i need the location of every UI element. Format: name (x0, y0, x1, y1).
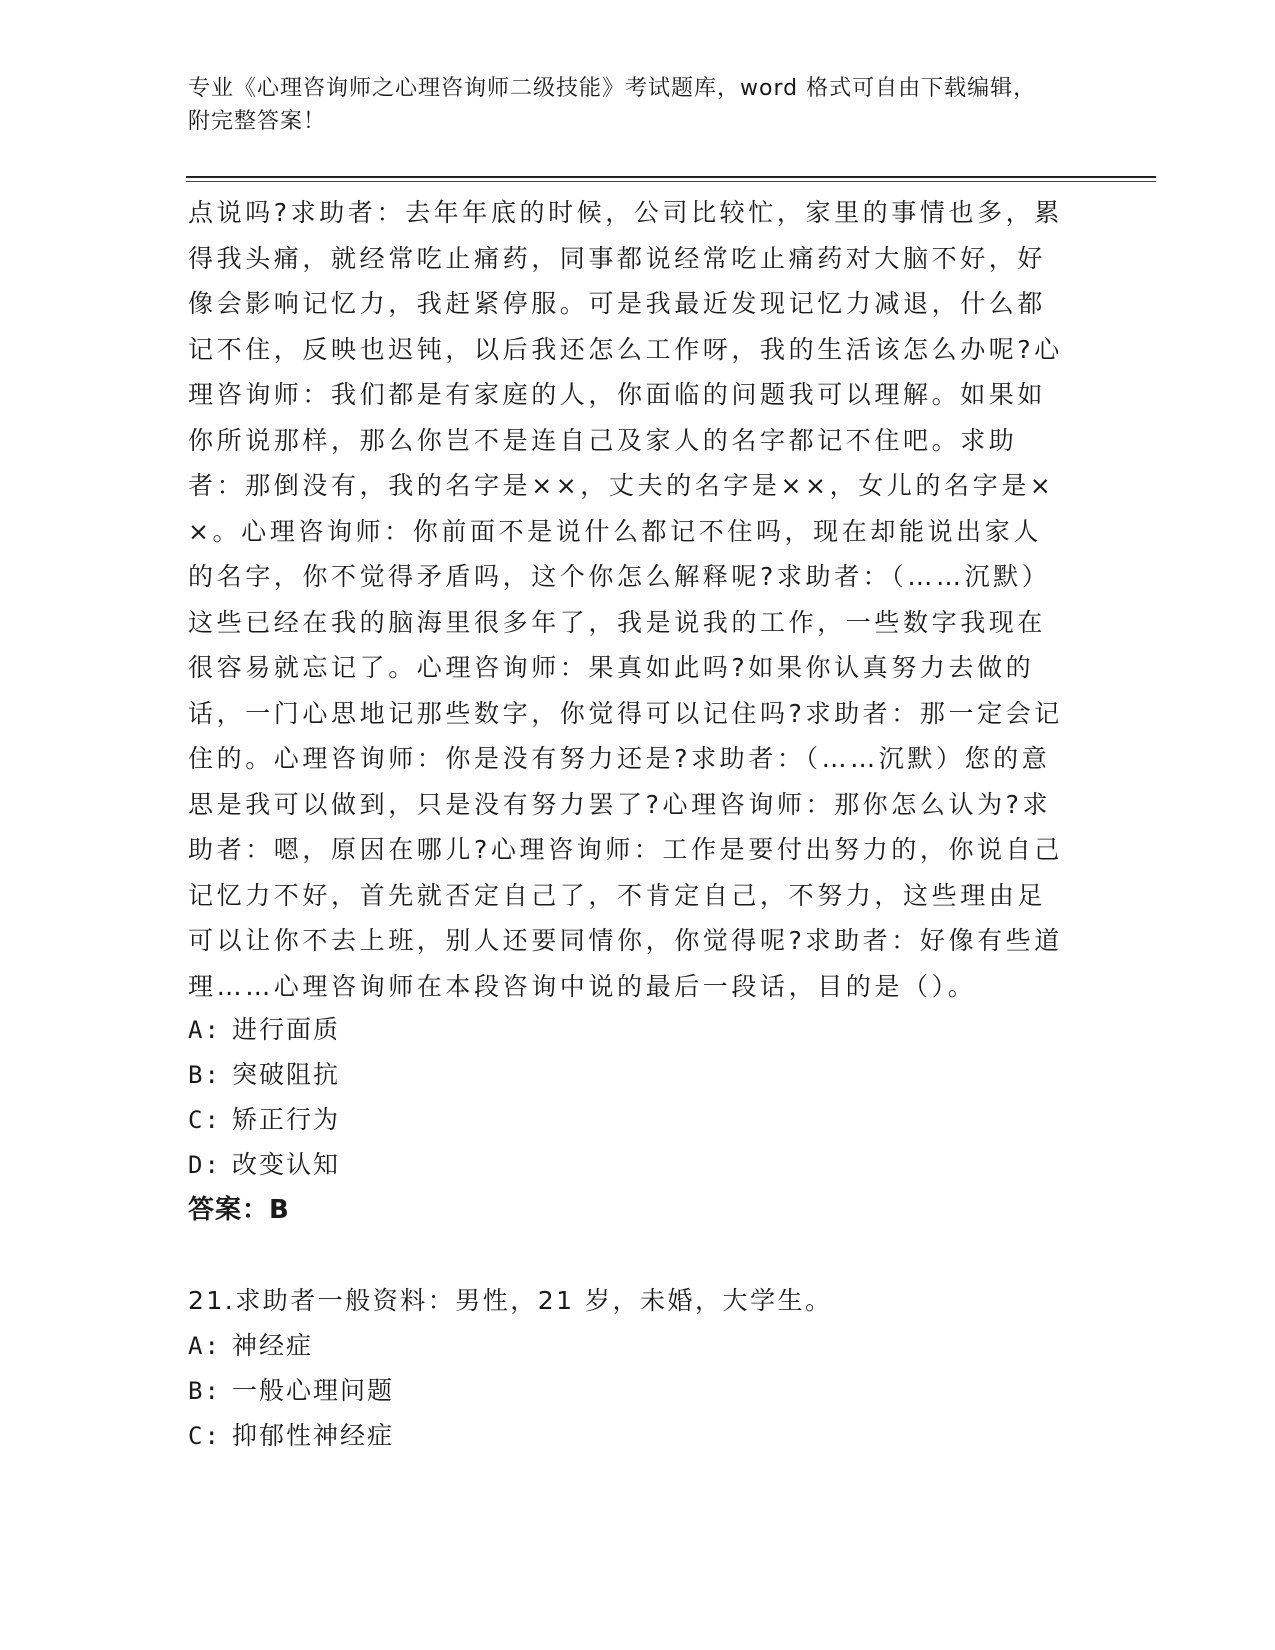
option-text: 突破阻抗 (232, 1060, 341, 1089)
q20-option-d (188, 1142, 340, 1188)
q20-option-c (188, 1097, 340, 1143)
header-divider-thick (186, 176, 1156, 178)
option-key: B: (188, 1061, 221, 1089)
header-divider-thin (186, 181, 1156, 182)
question-20-text: 点说吗?求助者：去年年底的时候，公司比较忙，家里的事情也多，累得我头痛，就经常吃止痛药，同事都说经常吃止痛药对大脑不好，好像会影响记忆力，我赶紧停服。可是我最近发现记忆力减退，什么都记不住，反映也迟钝，以后我还怎么工作呀，我的生活该怎么办呢?心理咨询师：我们都是有家庭的人，你面临的问题我可以理解。如果如你所说那样，那么你岂不是连自己及家人的名字都记不住吧。求助者：那倒没有，我的名字是××，丈夫的名字是××，女儿的名字是××。心理咨询师：你前面不是说什么都记不住吗，现在却能说出家人的名字，你不觉得矛盾吗，这个你怎么解释呢?求助者：（……沉默）这些已经在我的脑海里很多年了，我是说我的工作，一些数字我现在很容易就忘记了。心理咨询师：果真如此吗?如果你认真努力去做的话，一门心思地记那些数字，你觉得可以记住吗?求助者：那一定会记住的。心理咨询师：你是没有努力还是?求助者：（……沉默）您的意思是我可以做到，只是没有努力罢了?心理咨询师：那你怎么认为?求助者：嗯，原因在哪儿?心理咨询师：工作是要付出努力的，你说自己记忆力不好，首先就否定自己了，不肯定自己，不努力，这些理由足可以让你不去上班，别人还要同情你，你觉得呢?求助者：好像有些道理……心理咨询师在本段咨询中说的最后一段话，目的是（）。 (188, 198, 1063, 1001)
option-text: 矫正行为 (232, 1105, 341, 1134)
option-text: 改变认知 (232, 1150, 341, 1179)
option-text: 神经症 (232, 1331, 314, 1360)
q20-answer: 答案：B (188, 1195, 290, 1225)
option-key: C: (188, 1106, 221, 1134)
q21-option-a (188, 1323, 313, 1369)
q21-option-c (188, 1413, 394, 1459)
q21-option-b (188, 1368, 394, 1414)
option-key: C: (188, 1422, 221, 1450)
q20-option-b (188, 1052, 340, 1098)
option-text: 进行面质 (232, 1015, 341, 1044)
option-key: B: (188, 1377, 221, 1405)
option-key: D: (188, 1151, 221, 1179)
document-header: 专业《心理咨询师之心理咨询师二级技能》考试题库，word 格式可自由下载编辑，附完整答案！ (188, 76, 1037, 134)
option-key: A: (188, 1016, 221, 1044)
option-text: 一般心理问题 (232, 1376, 395, 1405)
option-key: A: (188, 1332, 221, 1360)
question-21-text: 21.求助者一般资料：男性，21 岁，未婚，大学生。 (188, 1286, 833, 1315)
q20-option-a (188, 1007, 340, 1053)
option-text: 抑郁性神经症 (232, 1421, 395, 1450)
